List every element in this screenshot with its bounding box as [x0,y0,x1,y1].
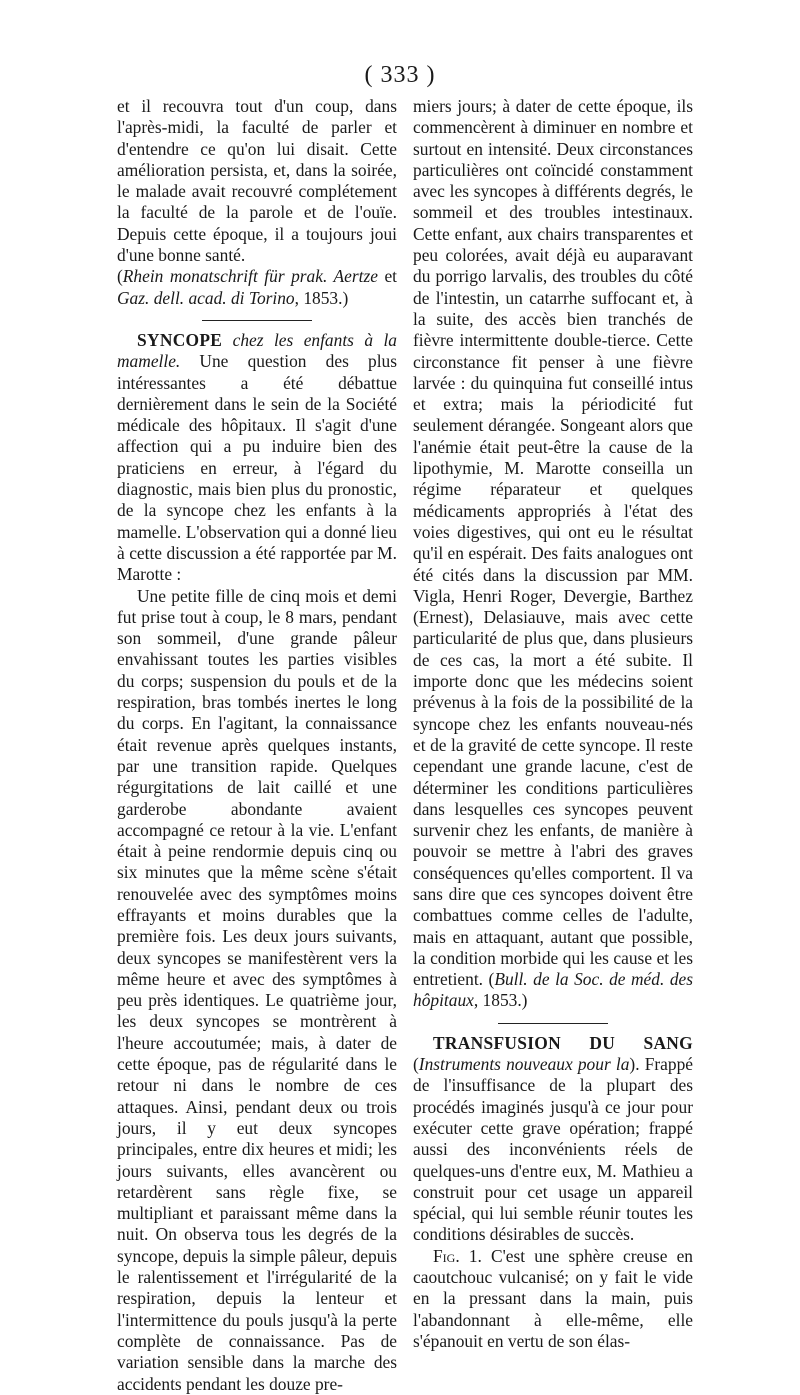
section-syncope [117,330,397,586]
subtitle-close: ). [629,1054,640,1075]
citation-year: , 1853.) [473,990,528,1011]
paragraph [117,96,397,266]
citation-source: Bull. de la Soc. de méd. des hôpitaux [413,969,694,1011]
paragraph-text: C'est une sphère creuse en caoutchouc vulcanisé; on y fait le vide en la pressant dans la main, puis l'abandonnant à elle-même, elle s'épanouit en vertu de son élas- [413,1245,693,1351]
citation-source: Gaz. dell. acad. di Torino [117,287,295,308]
figure-label: Fig. 1. [433,1245,482,1266]
paragraph-text: Une question des plus intéressantes a été débattue dernièrement dans le sein de la Société médicale des hôpitaux. Il s'agit d'une affection qui a pu induire bien des praticiens en erreur, à l'égard du diagnostic, mais bien plus du pronostic, de la syncope chez les enfants à la mamelle. L'observation qui a donné lieu à cette discussion a été rapportée par M. Marotte : [117,351,397,585]
citation [117,266,397,309]
paragraph-text: miers jours; à dater de cette époque, ils commencèrent à diminuer en nombre et surtout en intensité. Deux circonstances particulières ont coïncidé constamment avec les syncopes à différents degrés, le sommeil et des troubles intestinaux. Cette enfant, aux chairs transparentes et peu colorées, avait déjà eu auparavant du porrigo larvalis, des troubles du côté de l'intestin, un catarrhe suffocant et, à la suite, des accès bien tranchés de fièvre intermittente double-tierce. Cette circonstance fit penser à une fièvre larvée : du quinquina fut conseillé intus et extra; mais la périodicité fut seulement dérangée. Songeant alors que l'anémie était peut-être la cause de la lipothymie, M. Marotte conseilla un régime réparateur et quelques médicaments appropriés à l'état des voies digestives, qui ont eu le résultat qu'il en espérait. Des faits analogues ont été cités dans la discussion par MM. Vigla, Henri Roger, Devergie, Barthez (Ernest), Delasiauve, mais avec cette particularité de plus que, dans plusieurs de ces cas, la mort a été subite. Il importe donc que les médecins soient prévenus à la fois de la possibilité de la syncope chez les enfants nouveau-nés et de la gravité de cette syncope. Il reste cependant une grande lacune, c'est de déterminer les conditions particulières dans lesquelles ces syncopes peuvent survenir chez les enfants, de manière à pouvoir se mettre à l'abri des graves conséquences qu'elles comportent. Il va sans dire que ces syncopes doivent être combattues comme celles de l'adulte, mais en attaquant, autant que possible, la condition morbide qui les cause et les entretient. [413,96,693,990]
citation-open: ( [483,969,495,990]
paragraph [413,96,693,1012]
page-number: ( 333 ) [364,62,436,88]
citation-conjunction: et [377,266,397,287]
section-divider [498,1023,608,1024]
citation-source: Rhein monatschrift für prak. Aertze [122,266,378,287]
left-column [117,96,397,1395]
section-divider [202,320,312,321]
paragraph-text: et il recouvra tout d'un coup, dans l'après-midi, la faculté de parler et d'entendre ce qu'on lui disait. Cette amélioration persista, et, dans la soirée, le malade avait recouvré complétement la faculté de la parole et de l'ouïe. Depuis cette époque, il a toujours joui d'une bonne santé. [117,96,397,266]
section-subtitle: chez les enfants à la mamelle. [117,329,397,372]
section-heading: TRANSFUSION DU SANG [433,1032,693,1053]
paragraph-text: Frappé de l'insuffisance de la plupart des procédés imaginés jusqu'à ce jour pour exécuter cette grave opération; frappé aussi des inconvénients réels de quelques-uns d'entre eux, M. Mathieu a construit pour cet usage un appareil spécial, qui lui semble réunir toutes les conditions désirables de succès. [413,1054,693,1245]
section-transfusion [413,1033,693,1246]
citation-year: , 1853.) [294,287,349,308]
paragraph [117,586,397,1395]
subtitle-open: ( [413,1054,419,1075]
section-subtitle: Instruments nouveaux pour la [418,1054,630,1075]
section-heading: SYNCOPE [137,329,223,350]
paragraph-text: Une petite fille de cinq mois et demi fut prise tout à coup, le 8 mars, pendant son sommeil, d'une grande pâleur envahissant toutes les parties visibles du corps; suspension du pouls et de la respiration, bras tombés inertes le long du corps. En l'agitant, la connaissance était revenue après quelques instants, par une transition rapide. Quelques régurgitations de lait caillé et une garderobe abondante avaient accompagné ce retour à la vie. L'enfant était à peine rendormie depuis cinq ou six minutes que la même scène s'était renouvelée avec des symptômes moins effrayants et moins durables que la première fois. Les deux jours suivants, deux syncopes se manifestèrent vers la même heure et avec des symptômes à peu près identiques. Le quatrième jour, les deux syncopes se montrèrent à l'heure accoutumée; mais, à dater de cette époque, pas de régularité dans le retour ni dans le nombre de ces attaques. Ainsi, pendant deux ou trois jours, il y eut deux syncopes principales, entre dix heures et midi; les jours suivants, elles avancèrent ou retardèrent sans règle fixe, se multipliant et paraissant même dans la nuit. On observa tous les degrés de la syncope, depuis la simple pâleur, depuis le ralentissement et l'irrégularité de la respiration, depuis la lenteur et l'intermittence du pouls jusqu'à la perte complète de connaissance. Pas de variation sensible dans la marche des accidents pendant les douze pre- [117,585,397,1394]
citation-open: ( [117,266,123,287]
right-column [413,96,693,1352]
